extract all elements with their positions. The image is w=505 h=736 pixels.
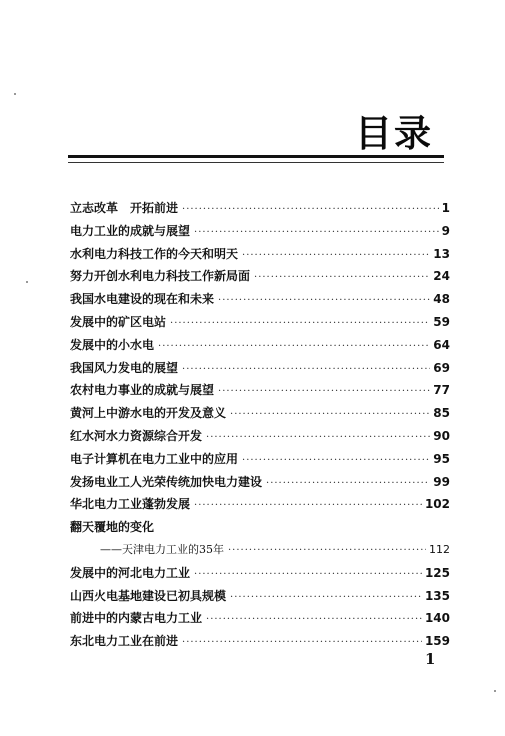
toc-entry[interactable] <box>70 495 450 518</box>
toc-entry[interactable] <box>70 632 450 655</box>
toc-entry-page: 24 <box>433 269 450 284</box>
toc-entry[interactable] <box>70 587 450 610</box>
title-rule-thin <box>68 162 444 163</box>
toc-entry-page: 102 <box>424 497 450 512</box>
toc-entry[interactable] <box>70 199 450 222</box>
toc-entry-title: 华北电力工业蓬勃发展 <box>70 497 191 512</box>
toc-entry-page: 85 <box>433 406 450 421</box>
toc-leader-dots <box>254 272 430 283</box>
toc-entry-page: 90 <box>433 428 450 443</box>
toc-entry-page: 13 <box>433 246 450 261</box>
toc-entry-title: 电子计算机在电力工业中的应用 <box>70 451 239 466</box>
toc-entry-title: 水利电力科技工作的今天和明天 <box>70 246 239 261</box>
toc-entry-page: 112 <box>429 542 450 556</box>
toc-entry-title: 翻天覆地的变化 <box>70 520 155 535</box>
toc-leader-dots <box>182 364 430 375</box>
toc-entry-title: 黄河上中游水电的开发及意义 <box>70 406 227 421</box>
toc-entry-title: 我国水电建设的现在和未来 <box>70 292 215 307</box>
toc-entry[interactable] <box>70 609 450 632</box>
toc-entry-title: 农村电力事业的成就与展望 <box>70 383 215 398</box>
toc-entry[interactable] <box>70 404 450 427</box>
scan-speck <box>14 93 16 95</box>
toc-leader-dots <box>158 341 430 352</box>
toc-entry-page: 9 <box>441 223 450 238</box>
toc-entry-page: 77 <box>433 383 450 398</box>
toc-entry-title: 前进中的内蒙古电力工业 <box>70 611 203 626</box>
toc-entry-title: 发展中的矿区电站 <box>70 314 167 329</box>
toc-entry[interactable] <box>70 427 450 450</box>
toc-entry-title: 发展中的河北电力工业 <box>70 565 191 580</box>
toc-entry-title: 我国风力发电的展望 <box>70 360 179 375</box>
toc-entry[interactable] <box>70 450 450 473</box>
toc-entry[interactable] <box>70 222 450 245</box>
toc-entry-page: 159 <box>424 634 450 649</box>
toc-leader-dots <box>230 409 430 420</box>
toc-entry-title: 发展中的小水电 <box>70 337 155 352</box>
toc-entry-page: 69 <box>433 360 450 375</box>
toc-entry[interactable] <box>70 564 450 587</box>
toc-leader-dots <box>194 227 439 238</box>
toc-entry[interactable] <box>70 359 450 382</box>
toc-entry[interactable] <box>70 336 450 359</box>
toc-entry-title: 立志改革 开拓前进 <box>70 201 179 215</box>
toc-entry[interactable] <box>70 381 450 404</box>
toc-entry-page: 64 <box>433 337 450 352</box>
toc-entry-page: 1 <box>441 201 450 215</box>
page-number: 1 <box>425 650 436 668</box>
toc-leader-dots <box>230 592 422 603</box>
toc-entry[interactable] <box>70 245 450 268</box>
toc-entry[interactable] <box>70 290 450 313</box>
toc-entry-title: 红水河水力资源综合开发 <box>70 428 203 443</box>
toc-entry-subtitle[interactable] <box>70 541 450 564</box>
page-title: 目录 <box>355 112 433 155</box>
toc-leader-dots <box>182 204 439 215</box>
toc-leader-dots <box>228 545 426 556</box>
toc-entry-title: 努力开创水利电力科技工作新局面 <box>70 269 251 284</box>
toc-entry-page: 95 <box>433 451 450 466</box>
toc-leader-dots <box>242 455 430 466</box>
table-of-contents <box>70 199 450 655</box>
toc-leader-dots <box>266 478 430 489</box>
toc-leader-dots <box>218 386 430 397</box>
toc-leader-dots <box>218 295 430 306</box>
toc-entry-title: 山西火电基地建设已初具规模 <box>70 588 227 603</box>
toc-entry-page: 59 <box>433 314 450 329</box>
toc-entry-page: 48 <box>433 292 450 307</box>
toc-entry-heading[interactable] <box>70 518 450 541</box>
toc-entry-page: 140 <box>424 611 450 626</box>
toc-leader-dots <box>170 318 430 329</box>
scan-speck <box>26 281 28 283</box>
toc-leader-dots <box>194 569 422 580</box>
toc-entry[interactable] <box>70 313 450 336</box>
toc-leader-dots <box>206 432 430 443</box>
toc-leader-dots <box>182 637 422 648</box>
toc-entry[interactable] <box>70 473 450 496</box>
toc-leader-dots <box>206 614 422 625</box>
toc-entry-title: 发扬电业工人光荣传统加快电力建设 <box>70 474 263 489</box>
toc-leader-dots <box>242 250 430 261</box>
toc-entry[interactable] <box>70 267 450 290</box>
toc-entry-title: 电力工业的成就与展望 <box>70 223 191 238</box>
toc-entry-title: ——天津电力工业的35年 <box>100 542 224 556</box>
toc-entry-page: 135 <box>424 588 450 603</box>
title-rule-thick <box>68 155 444 158</box>
toc-leader-dots <box>194 500 422 511</box>
toc-entry-title: 东北电力工业在前进 <box>70 634 179 649</box>
scan-speck <box>494 690 496 692</box>
toc-entry-page: 125 <box>424 565 450 580</box>
toc-entry-page: 99 <box>433 474 450 489</box>
